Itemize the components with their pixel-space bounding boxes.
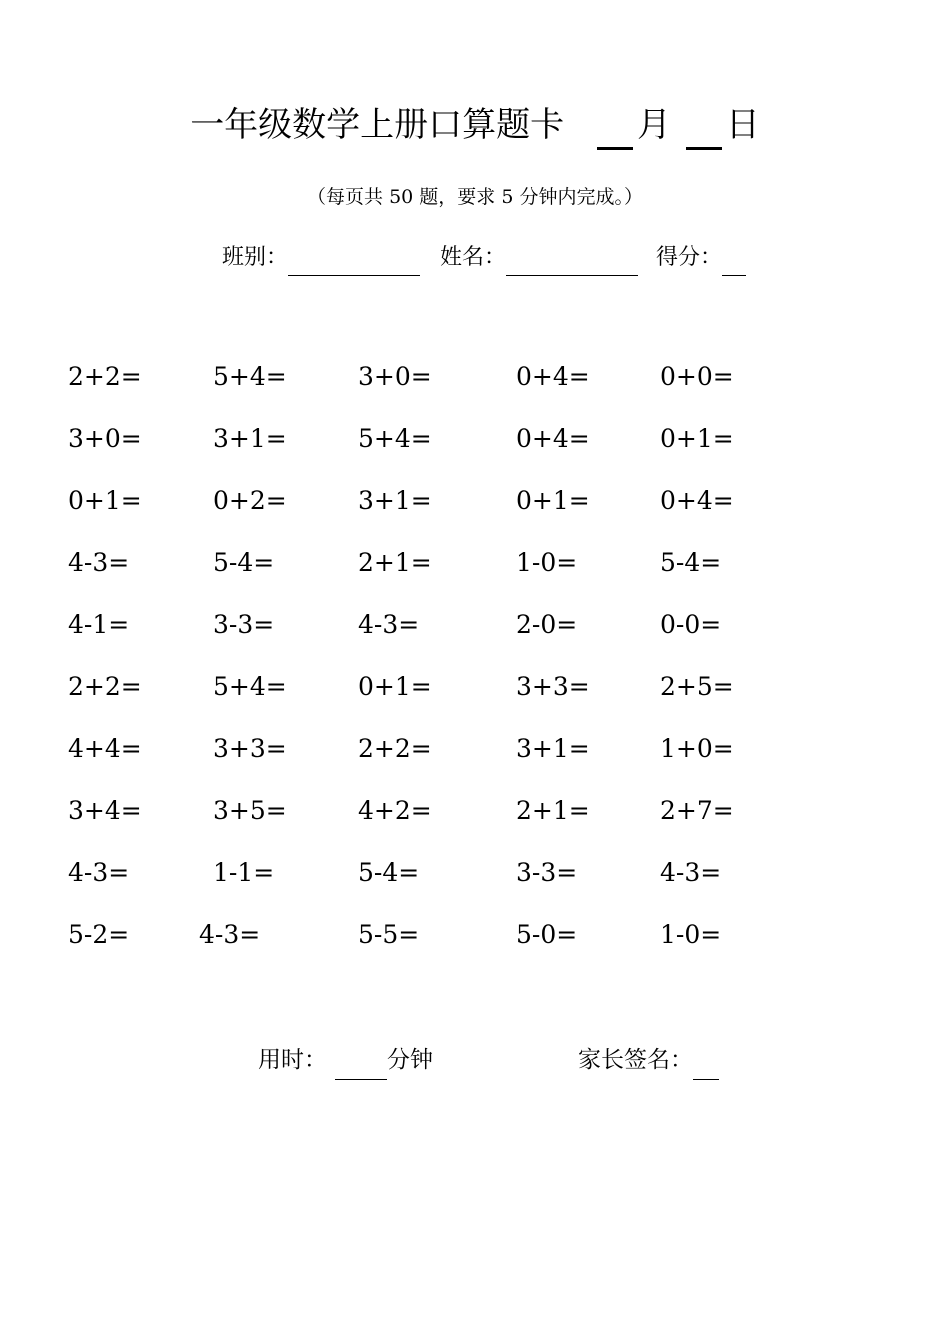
problem-item: 3+4= [68,796,142,825]
parent-signature-blank[interactable] [693,1045,719,1080]
name-label: 姓名： [440,245,507,270]
problem-row [0,852,950,914]
problem-grid [0,356,950,976]
problem-item: 4-3= [660,858,722,887]
problem-item: 3+1= [516,734,590,763]
day-blank[interactable] [686,107,722,150]
problem-item: 4-3= [68,858,130,887]
problem-item: 0+2= [213,486,287,515]
problem-item: 3+1= [358,486,432,515]
class-blank[interactable] [288,245,420,276]
time-unit: 分钟 [387,1047,433,1073]
problem-item: 5-2= [68,920,130,949]
problem-item: 0+0= [660,362,734,391]
problem-item: 5-4= [213,548,275,577]
title-text: 一年级数学上册口算题卡 [190,105,565,145]
parent-signature-label: 家长签名： [578,1047,693,1073]
problem-item: 2+1= [358,548,432,577]
problem-row [0,790,950,852]
problem-item: 1-0= [516,548,578,577]
problem-item: 3+3= [516,672,590,701]
day-label: 日 [725,105,760,145]
problem-item: 4-1= [68,610,130,639]
problem-item: 3+1= [213,424,287,453]
problem-item: 3+5= [213,796,287,825]
problem-item: 0+4= [660,486,734,515]
problem-item: 2+7= [660,796,734,825]
problem-item: 2+2= [68,672,142,701]
time-label: 用时： [258,1047,327,1073]
class-label: 班别： [222,245,289,270]
parent-signature-field [578,1040,719,1080]
problem-item: 4-3= [199,920,261,949]
problem-item: 3+0= [358,362,432,391]
page-title [0,100,950,150]
score-blank[interactable] [722,245,746,276]
problem-item: 0+4= [516,362,590,391]
problem-item: 4-3= [68,548,130,577]
name-blank[interactable] [506,245,638,276]
problem-item: 3-3= [213,610,275,639]
problem-item: 0+1= [358,672,432,701]
problem-row [0,542,950,604]
month-blank[interactable] [597,107,633,150]
score-label: 得分： [656,245,723,270]
problem-row [0,914,950,976]
problem-item: 2+2= [68,362,142,391]
problem-row [0,418,950,480]
problem-item: 4+2= [358,796,432,825]
problem-item: 1+0= [660,734,734,763]
problem-item: 3-3= [516,858,578,887]
month-label: 月 [637,105,671,145]
problem-item: 0-0= [660,610,722,639]
problem-row [0,356,950,418]
problem-item: 0+4= [516,424,590,453]
problem-row [0,728,950,790]
problem-item: 0+1= [660,424,734,453]
problem-item: 3+0= [68,424,142,453]
problem-item: 5+4= [213,362,287,391]
time-blank[interactable] [335,1045,387,1080]
problem-item: 3+3= [213,734,287,763]
problem-item: 4+4= [68,734,142,763]
problem-item: 5+4= [358,424,432,453]
problem-item: 2-0= [516,610,578,639]
time-field [258,1040,433,1080]
problem-item: 4-3= [358,610,420,639]
score-field [656,240,746,276]
name-field [440,240,638,276]
problem-item: 2+1= [516,796,590,825]
problem-item: 2+2= [358,734,432,763]
problem-item: 1-0= [660,920,722,949]
class-field [222,240,420,276]
problem-row [0,666,950,728]
problem-item: 5+4= [213,672,287,701]
problem-item: 0+1= [68,486,142,515]
problem-item: 0+1= [516,486,590,515]
problem-item: 5-4= [358,858,420,887]
problem-item: 2+5= [660,672,734,701]
problem-item: 5-4= [660,548,722,577]
problem-row [0,480,950,542]
problem-item: 5-5= [358,920,420,949]
problem-row [0,604,950,666]
problem-item: 5-0= [516,920,578,949]
instructions: （每页共 50 题，要求 5 分钟内完成。） [307,186,643,208]
problem-item: 1-1= [213,858,275,887]
